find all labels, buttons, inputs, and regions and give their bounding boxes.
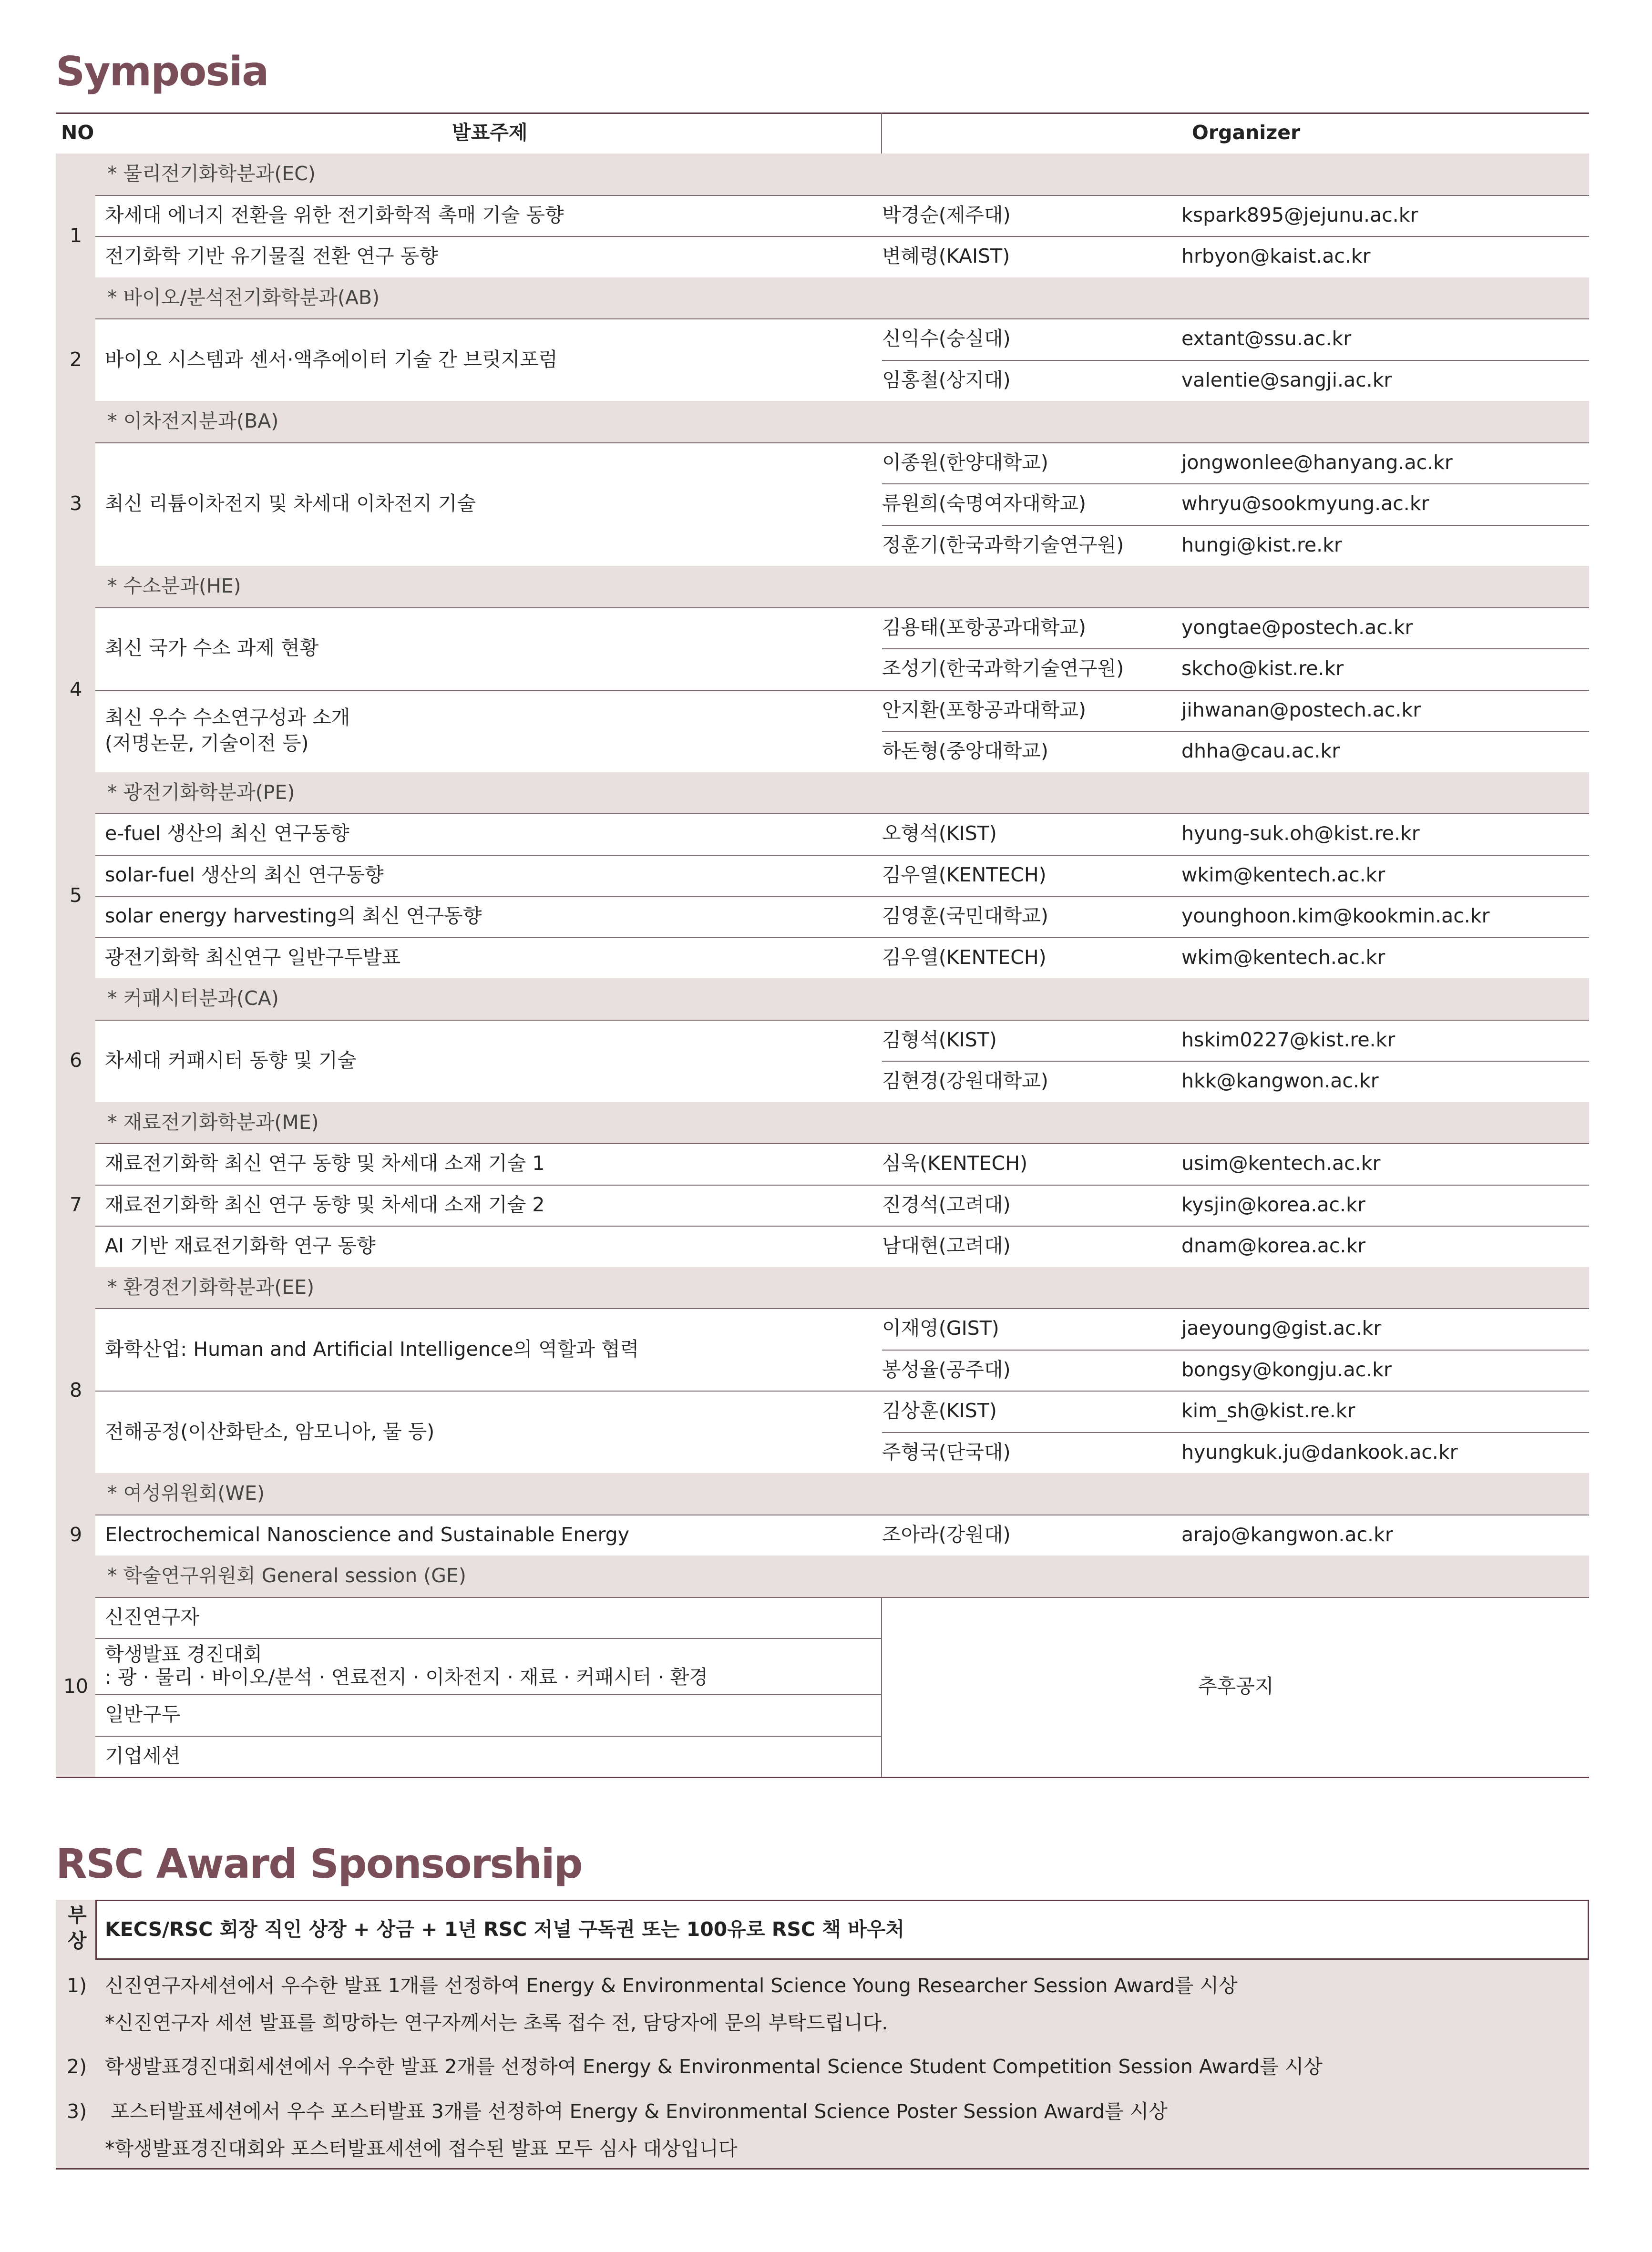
group-number: 2 bbox=[69, 348, 82, 371]
topic-title: e-fuel 생산의 최신 연구동향 bbox=[105, 822, 349, 845]
organizer-email: younghoon.kim@kookmin.ac.kr bbox=[1181, 904, 1490, 928]
topic-title: 최신 리튬이차전지 및 차세대 이차전지 기술 bbox=[105, 492, 476, 515]
award-item-number: 1) bbox=[67, 1974, 87, 1997]
organizer-email: wkim@kentech.ac.kr bbox=[1181, 945, 1385, 969]
topic-title: AI 기반 재료전기화학 연구 동향 bbox=[105, 1234, 376, 1258]
organizer-name: 김영훈(국민대학교) bbox=[882, 904, 1048, 928]
organizer-name: 이재영(GIST) bbox=[882, 1317, 999, 1340]
category-label: * 광전기화학분과(PE) bbox=[107, 780, 295, 804]
organizer-email: hungi@kist.re.kr bbox=[1181, 533, 1342, 556]
organizer-email: wkim@kentech.ac.kr bbox=[1181, 863, 1385, 886]
session-label: 학생발표 경진대회 bbox=[105, 1643, 262, 1666]
award-item-number: 2) bbox=[67, 2055, 87, 2078]
organizer-name: 남대현(고려대) bbox=[882, 1234, 1011, 1258]
organizer-email: hyung-suk.oh@kist.re.kr bbox=[1181, 822, 1420, 845]
organizer-name: 정훈기(한국과학기술연구원) bbox=[882, 533, 1124, 556]
header-no: NO bbox=[61, 121, 94, 144]
award-item-note: *학생발표경진대회와 포스터발표세션에 접수된 발표 모두 심사 대상입니다 bbox=[105, 2137, 738, 2160]
category-label: * 수소분과(HE) bbox=[107, 574, 241, 598]
organizer-name: 김현경(강원대학교) bbox=[882, 1069, 1048, 1093]
organizer-email: dhha@cau.ac.kr bbox=[1181, 739, 1340, 763]
organizer-email: skcho@kist.re.kr bbox=[1181, 657, 1344, 680]
topic-title: 전해공정(이산화탄소, 암모니아, 물 등) bbox=[105, 1420, 435, 1443]
topic-title: Electrochemical Nanoscience and Sustainable Energy bbox=[105, 1523, 629, 1546]
organizer-email: hkk@kangwon.ac.kr bbox=[1181, 1069, 1379, 1093]
group-number: 8 bbox=[69, 1379, 82, 1402]
header-organizer: Organizer bbox=[1192, 121, 1301, 144]
prize-text: KECS/RSC 회장 직인 상장 + 상금 + 1년 RSC 저널 구독권 또는 100유로 RSC 책 바우처 bbox=[105, 1918, 904, 1941]
organizer-email: hskim0227@kist.re.kr bbox=[1181, 1028, 1395, 1051]
category-label: * 바이오/분석전기화학분과(AB) bbox=[107, 286, 380, 309]
organizer-email: extant@ssu.ac.kr bbox=[1181, 327, 1352, 350]
topic-title: 재료전기화학 최신 연구 동향 및 차세대 소재 기술 1 bbox=[105, 1152, 545, 1175]
organizer-name: 심욱(KENTECH) bbox=[882, 1152, 1028, 1175]
organizer-email: jaeyoung@gist.ac.kr bbox=[1181, 1317, 1382, 1340]
organizer-email: dnam@korea.ac.kr bbox=[1181, 1234, 1366, 1258]
topic-title: 차세대 커패시터 동향 및 기술 bbox=[105, 1049, 357, 1072]
topic-title: 최신 우수 수소연구성과 소개 bbox=[105, 706, 350, 729]
session-label: 일반구두 bbox=[105, 1703, 181, 1726]
group-number: 5 bbox=[69, 884, 82, 907]
category-label: * 여성위원회(WE) bbox=[107, 1482, 265, 1505]
topic-title: 재료전기화학 최신 연구 동향 및 차세대 소재 기술 2 bbox=[105, 1193, 545, 1216]
session-note: 추후공지 bbox=[1198, 1675, 1274, 1698]
organizer-name: 김형석(KIST) bbox=[882, 1028, 997, 1051]
group-number: 10 bbox=[63, 1675, 89, 1698]
rsc-award-title: RSC Award Sponsorship bbox=[56, 1841, 582, 1888]
organizer-name: 신익수(숭실대) bbox=[882, 327, 1011, 350]
category-label: * 커패시터분과(CA) bbox=[107, 987, 279, 1010]
header-topic: 발표주제 bbox=[452, 121, 528, 144]
organizer-email: hrbyon@kaist.ac.kr bbox=[1181, 245, 1371, 268]
group-number: 3 bbox=[69, 492, 82, 515]
organizer-name: 주형국(단국대) bbox=[882, 1440, 1011, 1464]
organizer-email: arajo@kangwon.ac.kr bbox=[1181, 1523, 1393, 1546]
group-number: 1 bbox=[69, 224, 82, 247]
organizer-name: 임홍철(상지대) bbox=[882, 368, 1011, 391]
organizer-name: 봉성율(공주대) bbox=[882, 1358, 1011, 1381]
organizer-name: 류원희(숙명여자대학교) bbox=[882, 492, 1087, 515]
organizer-name: 김용태(포항공과대학교) bbox=[882, 615, 1087, 639]
category-label: * 학술연구위원회 General session (GE) bbox=[107, 1564, 466, 1587]
topic-title-line2: (저명논문, 기술이전 등) bbox=[105, 732, 309, 755]
organizer-name: 오형석(KIST) bbox=[882, 822, 997, 845]
topic-title: solar-fuel 생산의 최신 연구동향 bbox=[105, 863, 384, 886]
topic-title: 바이오 시스템과 센서·액추에이터 기술 간 브릿지포럼 bbox=[105, 348, 558, 371]
prize-label-1: 부 bbox=[68, 1904, 87, 1926]
organizer-email: whryu@sookmyung.ac.kr bbox=[1181, 492, 1429, 515]
session-label: 신진연구자 bbox=[105, 1605, 200, 1628]
organizer-name: 변혜령(KAIST) bbox=[882, 245, 1010, 268]
award-item-text: 신진연구자세션에서 우수한 발표 1개를 선정하여 Energy & Environmental Science Young Researcher Session Award를 시상 bbox=[105, 1974, 1238, 1997]
award-bottom-rule bbox=[56, 2168, 1589, 2170]
award-item-number: 3) bbox=[67, 2100, 87, 2123]
session-detail: : 광 · 물리 · 바이오/분석 · 연료전지 · 이차전지 · 재료 · 커패시터 · 환경 bbox=[105, 1666, 708, 1689]
organizer-name: 조아라(강원대) bbox=[882, 1523, 1011, 1546]
organizer-email: hyungkuk.ju@dankook.ac.kr bbox=[1181, 1440, 1458, 1464]
category-label: * 재료전기화학분과(ME) bbox=[107, 1110, 319, 1134]
organizer-name: 이종원(한양대학교) bbox=[882, 450, 1048, 474]
organizer-email: kim_sh@kist.re.kr bbox=[1181, 1399, 1355, 1423]
group-number: 4 bbox=[69, 677, 82, 701]
organizer-name: 김우열(KENTECH) bbox=[882, 945, 1047, 969]
organizer-name: 안지환(포항공과대학교) bbox=[882, 698, 1087, 721]
topic-title: 광전기화학 최신연구 일반구두발표 bbox=[105, 945, 401, 969]
organizer-email: kysjin@korea.ac.kr bbox=[1181, 1193, 1365, 1216]
topic-title: solar energy harvesting의 최신 연구동향 bbox=[105, 904, 482, 928]
prize-label-2: 상 bbox=[68, 1929, 87, 1952]
category-label: * 이차전지분과(BA) bbox=[107, 409, 279, 433]
category-label: * 환경전기화학분과(EE) bbox=[107, 1275, 315, 1299]
symposia-title: Symposia bbox=[56, 48, 268, 95]
group-number: 7 bbox=[69, 1193, 82, 1216]
topic-title: 차세대 에너지 전환을 위한 전기화학적 촉매 기술 동향 bbox=[105, 203, 564, 226]
organizer-email: yongtae@postech.ac.kr bbox=[1181, 615, 1413, 639]
organizer-email: bongsy@kongju.ac.kr bbox=[1181, 1358, 1392, 1381]
group-number: 9 bbox=[69, 1523, 82, 1546]
session-label: 기업세션 bbox=[105, 1744, 181, 1767]
topic-title: 화학산업: Human and Artificial Intelligence의 역할과 협력 bbox=[105, 1337, 639, 1361]
organizer-name: 진경석(고려대) bbox=[882, 1193, 1011, 1216]
award-item-text: 학생발표경진대회세션에서 우수한 발표 2개를 선정하여 Energy & Environmental Science Student Competition Session Award를 시상 bbox=[105, 2055, 1323, 2078]
organizer-email: jongwonlee@hanyang.ac.kr bbox=[1181, 450, 1453, 474]
organizer-email: kspark895@jejunu.ac.kr bbox=[1181, 203, 1418, 226]
award-item-note: *신진연구자 세션 발표를 희망하는 연구자께서는 초록 접수 전, 담당자에 문의 부탁드립니다. bbox=[105, 2011, 888, 2034]
organizer-email: valentie@sangji.ac.kr bbox=[1181, 368, 1392, 391]
organizer-email: usim@kentech.ac.kr bbox=[1181, 1152, 1381, 1175]
organizer-email: jihwanan@postech.ac.kr bbox=[1181, 698, 1421, 721]
award-item-text: 포스터발표세션에서 우수 포스터발표 3개를 선정하여 Energy & Environmental Science Poster Session Award를 시상 bbox=[111, 2100, 1168, 2123]
organizer-name: 김우열(KENTECH) bbox=[882, 863, 1047, 886]
category-label: * 물리전기화학분과(EC) bbox=[107, 162, 316, 185]
topic-title: 최신 국가 수소 과제 현황 bbox=[105, 636, 319, 659]
organizer-name: 하돈형(중앙대학교) bbox=[882, 739, 1048, 763]
organizer-name: 조성기(한국과학기술연구원) bbox=[882, 657, 1124, 680]
organizer-name: 박경순(제주대) bbox=[882, 203, 1011, 226]
group-number: 6 bbox=[69, 1049, 82, 1072]
organizer-name: 김상훈(KIST) bbox=[882, 1399, 997, 1423]
topic-title: 전기화학 기반 유기물질 전환 연구 동향 bbox=[105, 245, 438, 268]
